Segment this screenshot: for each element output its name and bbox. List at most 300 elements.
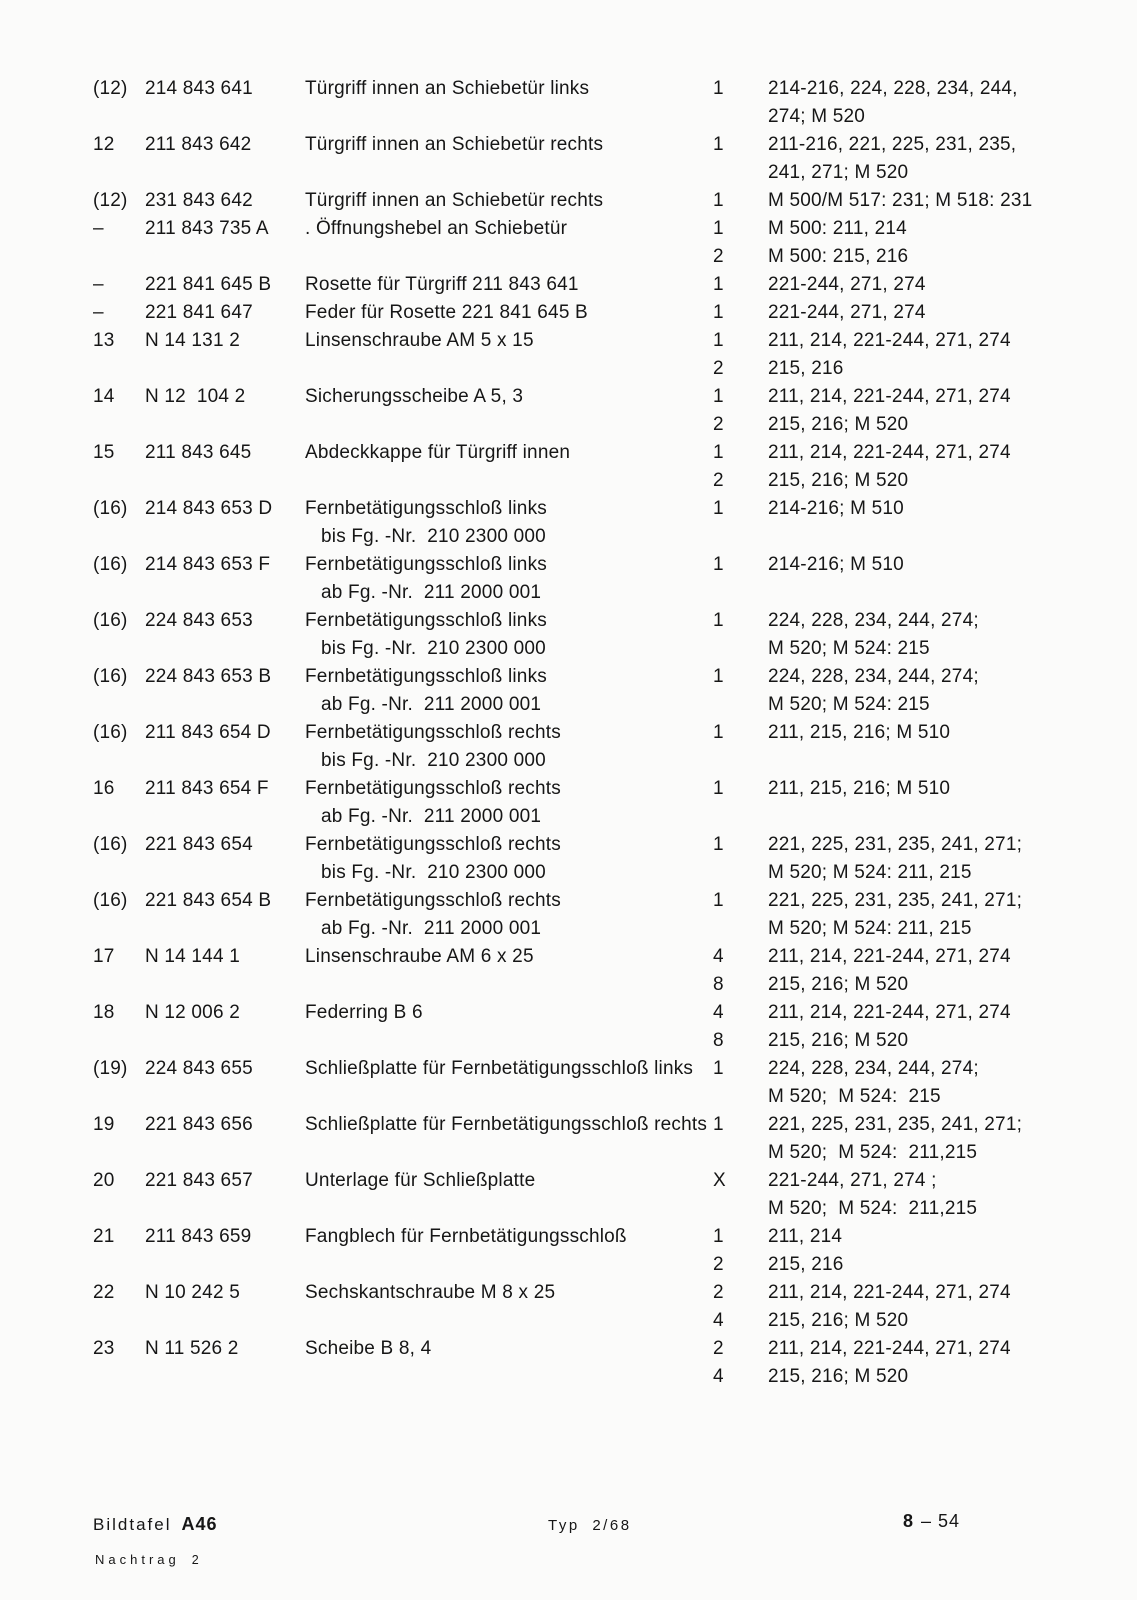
part-number: N 12 006 2 — [145, 1002, 240, 1023]
table-row — [93, 1111, 1032, 1167]
quantity-cell — [713, 775, 768, 803]
position-cell — [93, 1167, 145, 1195]
quantity-cell — [713, 383, 768, 439]
quantity-line — [713, 691, 768, 719]
quantity-line: 1 — [713, 610, 724, 631]
description-cell — [305, 719, 713, 775]
table-row — [93, 999, 1032, 1055]
quantity-cell — [713, 1167, 768, 1223]
description-line: bis Fg. -Nr. 210 2300 000 — [321, 862, 546, 883]
description-cell — [305, 1223, 713, 1251]
description-line: bis Fg. -Nr. 210 2300 000 — [321, 526, 546, 547]
quantity-cell — [713, 831, 768, 887]
quantity-line: 2 — [713, 1254, 724, 1275]
description-line: Fernbetätigungsschloß links — [305, 498, 547, 519]
models-cell — [768, 1167, 1032, 1223]
description-cell — [305, 1111, 713, 1139]
bildtafel-value: A46 — [181, 1514, 218, 1534]
models-line: 215, 216; M 520 — [768, 974, 909, 995]
description-cell — [305, 887, 713, 943]
part-number-cell — [145, 299, 305, 327]
models-cell — [768, 131, 1032, 187]
description-cell — [305, 1167, 713, 1195]
table-row — [93, 831, 1032, 887]
description-line: Linsenschraube AM 5 x 15 — [305, 330, 534, 351]
description-line: Sechskantschraube M 8 x 25 — [305, 1282, 556, 1303]
position-number: (16) — [93, 834, 128, 855]
part-number-cell — [145, 75, 305, 103]
part-number: N 12 104 2 — [145, 386, 246, 407]
quantity-line: 1 — [713, 190, 724, 211]
models-cell — [768, 327, 1032, 383]
description-cell — [305, 999, 713, 1027]
table-row — [93, 663, 1032, 719]
models-cell — [768, 1335, 1032, 1391]
part-number-cell — [145, 551, 305, 579]
quantity-line: 1 — [713, 1114, 724, 1135]
part-number: 221 843 654 B — [145, 890, 272, 911]
description-line: Türgriff innen an Schiebetür rechts — [305, 134, 604, 155]
table-row — [93, 1335, 1032, 1391]
position-cell — [93, 215, 145, 243]
quantity-cell — [713, 663, 768, 719]
models-line: 214-216; M 510 — [768, 498, 904, 519]
models-line: 214-216, 224, 228, 234, 244, — [768, 78, 1018, 99]
quantity-line: 1 — [713, 330, 724, 351]
quantity-line: 4 — [713, 1002, 724, 1023]
quantity-line: 2 — [713, 414, 724, 435]
position-number: 22 — [93, 1282, 115, 1303]
position-number: 23 — [93, 1338, 115, 1359]
position-number: – — [93, 302, 104, 323]
description-line: Fernbetätigungsschloß links — [305, 554, 547, 575]
description-line: Fernbetätigungsschloß links — [305, 666, 547, 687]
part-number-cell — [145, 719, 305, 747]
models-cell — [768, 719, 1032, 747]
quantity-cell — [713, 887, 768, 943]
models-line: 224, 228, 234, 244, 274; — [768, 666, 979, 687]
models-cell — [768, 1223, 1032, 1279]
position-number: (12) — [93, 190, 128, 211]
models-line: 274; M 520 — [768, 106, 866, 127]
models-line: 215, 216; M 520 — [768, 1310, 909, 1331]
description-cell — [305, 663, 713, 719]
quantity-cell — [713, 187, 768, 215]
description-line: ab Fg. -Nr. 211 2000 001 — [321, 918, 542, 939]
models-line: 211, 214, 221-244, 271, 274 — [768, 442, 1011, 463]
models-line: M 500: 215, 216 — [768, 246, 909, 267]
table-row — [93, 187, 1032, 215]
quantity-cell — [713, 1055, 768, 1111]
part-number: 231 843 642 — [145, 190, 253, 211]
bildtafel — [93, 1514, 218, 1535]
part-number: N 11 526 2 — [145, 1338, 239, 1359]
quantity-line: X — [713, 1170, 726, 1191]
description-cell — [305, 1055, 713, 1083]
quantity-line: 4 — [713, 946, 724, 967]
quantity-cell — [713, 271, 768, 299]
quantity-line: 2 — [713, 1282, 724, 1303]
description-cell — [305, 75, 713, 103]
quantity-line: 2 — [713, 246, 724, 267]
models-line: 214-216; M 510 — [768, 554, 904, 575]
models-line: M 520; M 524: 215 — [768, 1086, 941, 1107]
description-line: ab Fg. -Nr. 211 2000 001 — [321, 806, 542, 827]
part-number-cell — [145, 1335, 305, 1363]
models-cell — [768, 439, 1032, 495]
quantity-line: 1 — [713, 554, 724, 575]
description-line: Fangblech für Fernbetätigungsschloß — [305, 1226, 627, 1247]
part-number-cell — [145, 887, 305, 915]
models-line: M 520; M 524: 211, 215 — [768, 862, 972, 883]
quantity-cell — [713, 607, 768, 663]
description-line: ab Fg. -Nr. 211 2000 001 — [321, 582, 542, 603]
part-number: 214 843 641 — [145, 78, 253, 99]
quantity-cell — [713, 131, 768, 187]
quantity-cell — [713, 943, 768, 999]
part-number: 224 843 655 — [145, 1058, 253, 1079]
quantity-line — [713, 1139, 768, 1167]
part-number-cell — [145, 271, 305, 299]
position-cell — [93, 1111, 145, 1139]
quantity-line: 1 — [713, 134, 724, 155]
position-cell — [93, 271, 145, 299]
models-cell — [768, 831, 1032, 887]
models-line: 221-244, 271, 274 — [768, 274, 926, 295]
quantity-cell — [713, 439, 768, 495]
position-cell — [93, 663, 145, 691]
table-row — [93, 299, 1032, 327]
part-number: 221 841 647 — [145, 302, 253, 323]
page-number — [903, 1511, 960, 1532]
quantity-line: 1 — [713, 274, 724, 295]
position-number: (12) — [93, 78, 128, 99]
models-cell — [768, 75, 1032, 131]
position-number: (16) — [93, 554, 128, 575]
quantity-line: 8 — [713, 974, 724, 995]
models-line: 211, 214, 221-244, 271, 274 — [768, 330, 1011, 351]
quantity-line: 1 — [713, 302, 724, 323]
position-number: (16) — [93, 498, 128, 519]
quantity-cell — [713, 1279, 768, 1335]
table-row — [93, 887, 1032, 943]
position-number: 15 — [93, 442, 115, 463]
quantity-line: 2 — [713, 358, 724, 379]
position-number: (16) — [93, 666, 128, 687]
position-cell — [93, 131, 145, 159]
part-number-cell — [145, 215, 305, 243]
table-row — [93, 607, 1032, 663]
part-number: 221 843 654 — [145, 834, 253, 855]
table-row — [93, 271, 1032, 299]
models-line: 221-244, 271, 274 — [768, 302, 926, 323]
position-cell — [93, 75, 145, 103]
table-row — [93, 215, 1032, 271]
part-number-cell — [145, 495, 305, 523]
quantity-line: 1 — [713, 1226, 724, 1247]
models-line: 215, 216 — [768, 358, 844, 379]
description-line: Schließplatte für Fernbetätigungsschloß links — [305, 1058, 694, 1079]
position-number: 20 — [93, 1170, 115, 1191]
part-number-cell — [145, 1055, 305, 1083]
position-cell — [93, 831, 145, 859]
models-line: 211, 214 — [768, 1226, 843, 1247]
models-line: 221, 225, 231, 235, 241, 271; — [768, 1114, 1023, 1135]
position-cell — [93, 383, 145, 411]
part-number-cell — [145, 775, 305, 803]
part-number-cell — [145, 1167, 305, 1195]
description-cell — [305, 131, 713, 159]
position-number: (16) — [93, 610, 128, 631]
quantity-line: 1 — [713, 722, 724, 743]
position-number: (19) — [93, 1058, 128, 1079]
models-line: 215, 216 — [768, 1254, 844, 1275]
part-number: N 10 242 5 — [145, 1282, 240, 1303]
position-cell — [93, 607, 145, 635]
position-number: 14 — [93, 386, 115, 407]
models-cell — [768, 1279, 1032, 1335]
description-line: Rosette für Türgriff 211 843 641 — [305, 274, 579, 295]
models-line: 211-216, 221, 225, 231, 235, — [768, 134, 1017, 155]
quantity-line: 2 — [713, 470, 724, 491]
description-line: Fernbetätigungsschloß rechts — [305, 890, 561, 911]
description-line: Türgriff innen an Schiebetür rechts — [305, 190, 604, 211]
position-cell — [93, 999, 145, 1027]
table-row — [93, 327, 1032, 383]
models-cell — [768, 551, 1032, 579]
models-line: M 520; M 524: 211, 215 — [768, 918, 972, 939]
position-number: 13 — [93, 330, 115, 351]
table-row — [93, 719, 1032, 775]
part-number: 211 843 659 — [145, 1226, 252, 1247]
table-row — [93, 1223, 1032, 1279]
part-number-cell — [145, 663, 305, 691]
models-line: 215, 216; M 520 — [768, 470, 909, 491]
models-cell — [768, 999, 1032, 1055]
table-row — [93, 495, 1032, 551]
quantity-line — [713, 859, 768, 887]
position-cell — [93, 187, 145, 215]
position-number: (16) — [93, 890, 128, 911]
position-number: 17 — [93, 946, 115, 967]
table-row — [93, 1167, 1032, 1223]
part-number: 214 843 653 D — [145, 498, 273, 519]
bildtafel-label: Bildtafel — [93, 1515, 172, 1534]
models-line: 241, 271; M 520 — [768, 162, 909, 183]
part-number: 214 843 653 F — [145, 554, 271, 575]
table-row — [93, 75, 1032, 131]
part-number: 224 843 653 B — [145, 666, 272, 687]
part-number-cell — [145, 943, 305, 971]
quantity-line: 1 — [713, 78, 724, 99]
description-cell — [305, 215, 713, 243]
typ-label: Typ 2/68 — [548, 1517, 632, 1534]
position-number: 12 — [93, 134, 115, 155]
description-cell — [305, 187, 713, 215]
table-row — [93, 551, 1032, 607]
description-line: bis Fg. -Nr. 210 2300 000 — [321, 638, 546, 659]
models-line: M 500/M 517: 231; M 518: 231 — [768, 190, 1033, 211]
part-number-cell — [145, 999, 305, 1027]
position-cell — [93, 299, 145, 327]
models-line: 211, 214, 221-244, 271, 274 — [768, 1338, 1011, 1359]
quantity-line — [713, 1083, 768, 1111]
quantity-cell — [713, 1335, 768, 1391]
part-number: 221 843 657 — [145, 1170, 253, 1191]
models-cell — [768, 187, 1032, 215]
models-line: 211, 214, 221-244, 271, 274 — [768, 1002, 1011, 1023]
quantity-line: 8 — [713, 1030, 724, 1051]
quantity-cell — [713, 1111, 768, 1167]
quantity-cell — [713, 999, 768, 1055]
quantity-line: 1 — [713, 890, 724, 911]
part-number-cell — [145, 831, 305, 859]
models-cell — [768, 775, 1032, 803]
table-row — [93, 943, 1032, 999]
parts-table — [93, 75, 1032, 1391]
models-line: 215, 216; M 520 — [768, 1030, 909, 1051]
quantity-line — [713, 915, 768, 943]
models-line: 224, 228, 234, 244, 274; — [768, 610, 979, 631]
quantity-line — [713, 1195, 768, 1223]
page-number-group: 8 — [903, 1511, 915, 1531]
nachtrag-value: 2 — [191, 1553, 203, 1567]
position-number: 21 — [93, 1226, 115, 1247]
quantity-cell — [713, 327, 768, 383]
models-line: M 520; M 524: 215 — [768, 638, 930, 659]
quantity-line: 4 — [713, 1366, 724, 1387]
position-cell — [93, 719, 145, 747]
position-number: 18 — [93, 1002, 115, 1023]
models-line: M 520; M 524: 211,215 — [768, 1142, 978, 1163]
part-number: N 14 144 1 — [145, 946, 240, 967]
table-row — [93, 775, 1032, 831]
description-line: Scheibe B 8, 4 — [305, 1338, 432, 1359]
description-cell — [305, 775, 713, 831]
description-cell — [305, 327, 713, 355]
description-line: Linsenschraube AM 6 x 25 — [305, 946, 534, 967]
description-cell — [305, 607, 713, 663]
quantity-cell — [713, 551, 768, 579]
description-cell — [305, 383, 713, 411]
position-number: – — [93, 274, 104, 295]
quantity-line: 1 — [713, 834, 724, 855]
part-number-cell — [145, 607, 305, 635]
quantity-line: 4 — [713, 1310, 724, 1331]
description-cell — [305, 299, 713, 327]
description-line: . Öffnungshebel an Schiebetür — [305, 218, 568, 239]
position-cell — [93, 943, 145, 971]
models-line: 224, 228, 234, 244, 274; — [768, 1058, 979, 1079]
description-line: Feder für Rosette 221 841 645 B — [305, 302, 588, 323]
quantity-line — [713, 103, 768, 131]
position-number: (16) — [93, 722, 128, 743]
description-line: Fernbetätigungsschloß links — [305, 610, 547, 631]
description-cell — [305, 551, 713, 607]
models-cell — [768, 299, 1032, 327]
description-line: bis Fg. -Nr. 210 2300 000 — [321, 750, 546, 771]
nachtrag — [95, 1552, 203, 1567]
models-line: 221, 225, 231, 235, 241, 271; — [768, 890, 1023, 911]
quantity-line: 1 — [713, 778, 724, 799]
description-cell — [305, 1335, 713, 1363]
table-row — [93, 131, 1032, 187]
part-number: 221 843 656 — [145, 1114, 253, 1135]
description-line: Fernbetätigungsschloß rechts — [305, 722, 561, 743]
quantity-line — [713, 635, 768, 663]
models-cell — [768, 607, 1032, 663]
quantity-line: 1 — [713, 498, 724, 519]
description-line: Abdeckkappe für Türgriff innen — [305, 442, 571, 463]
part-number: 211 843 735 A — [145, 218, 269, 239]
position-cell — [93, 887, 145, 915]
page-number-page: – 54 — [921, 1511, 961, 1531]
models-line: 215, 216; M 520 — [768, 1366, 909, 1387]
description-cell — [305, 1279, 713, 1307]
part-number-cell — [145, 383, 305, 411]
models-line: 211, 215, 216; M 510 — [768, 778, 951, 799]
models-cell — [768, 215, 1032, 271]
quantity-line: 1 — [713, 666, 724, 687]
position-cell — [93, 1223, 145, 1251]
models-cell — [768, 887, 1032, 943]
part-number: 211 843 654 F — [145, 778, 269, 799]
table-row — [93, 1055, 1032, 1111]
description-cell — [305, 943, 713, 971]
part-number: 221 841 645 B — [145, 274, 272, 295]
part-number-cell — [145, 131, 305, 159]
quantity-cell — [713, 495, 768, 523]
quantity-cell — [713, 299, 768, 327]
position-cell — [93, 551, 145, 579]
table-row — [93, 439, 1032, 495]
nachtrag-label: Nachtrag — [95, 1552, 180, 1567]
description-line: Schließplatte für Fernbetätigungsschloß rechts — [305, 1114, 708, 1135]
models-cell — [768, 943, 1032, 999]
position-cell — [93, 439, 145, 467]
quantity-line: 1 — [713, 442, 724, 463]
position-cell — [93, 775, 145, 803]
description-cell — [305, 831, 713, 887]
description-line: Türgriff innen an Schiebetür links — [305, 78, 590, 99]
models-cell — [768, 663, 1032, 719]
models-line: 215, 216; M 520 — [768, 414, 909, 435]
models-cell — [768, 383, 1032, 439]
models-line: M 520; M 524: 211,215 — [768, 1198, 978, 1219]
description-line: Unterlage für Schließplatte — [305, 1170, 536, 1191]
table-row — [93, 1279, 1032, 1335]
part-number: 211 843 642 — [145, 134, 252, 155]
position-cell — [93, 1279, 145, 1307]
position-number: 16 — [93, 778, 115, 799]
part-number-cell — [145, 327, 305, 355]
models-line: 211, 215, 216; M 510 — [768, 722, 951, 743]
table-row — [93, 383, 1032, 439]
models-line: 211, 214, 221-244, 271, 274 — [768, 386, 1011, 407]
description-cell — [305, 271, 713, 299]
quantity-line: 2 — [713, 1338, 724, 1359]
models-line: 221, 225, 231, 235, 241, 271; — [768, 834, 1023, 855]
quantity-line: 1 — [713, 386, 724, 407]
quantity-cell — [713, 719, 768, 747]
models-line: 211, 214, 221-244, 271, 274 — [768, 1282, 1011, 1303]
part-number: 211 843 654 D — [145, 722, 271, 743]
part-number-cell — [145, 187, 305, 215]
position-cell — [93, 1335, 145, 1363]
models-cell — [768, 1111, 1032, 1167]
description-line: Fernbetätigungsschloß rechts — [305, 834, 561, 855]
position-number: – — [93, 218, 104, 239]
